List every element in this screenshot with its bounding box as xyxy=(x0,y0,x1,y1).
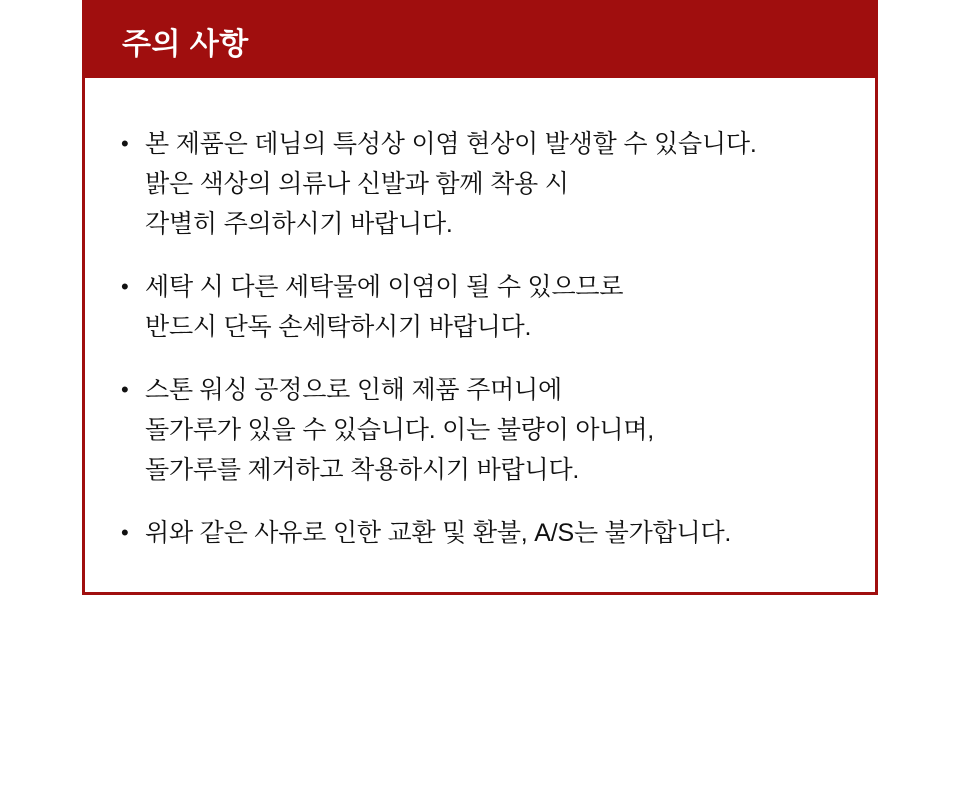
notice-item-no-refund xyxy=(119,513,845,553)
notice-line: 세탁 시 다른 세탁물에 이염이 될 수 있으므로 xyxy=(145,273,624,301)
notice-item-lines xyxy=(145,124,845,244)
notice-title: 주의 사항 xyxy=(122,27,249,61)
notice-item-dye-transfer xyxy=(119,124,845,244)
notice-line: 밝은 색상의 의류나 신발과 함께 착용 시 xyxy=(145,170,569,198)
bullet-icon: • xyxy=(121,520,129,545)
notice-line: 각별히 주의하시기 바랍니다. xyxy=(145,210,453,238)
notice-item-lines xyxy=(145,513,845,553)
bullet-icon: • xyxy=(121,131,129,156)
notice-item-washing xyxy=(119,267,845,347)
notice-item-lines xyxy=(145,267,845,347)
notice-box xyxy=(82,0,878,595)
notice-line: 반드시 단독 손세탁하시기 바랍니다. xyxy=(145,313,532,341)
notice-line: 본 제품은 데님의 특성상 이염 현상이 발생할 수 있습니다. xyxy=(145,130,757,158)
notice-line: 위와 같은 사유로 인한 교환 및 환불, A/S는 불가합니다. xyxy=(145,519,732,547)
notice-item-stone-washing xyxy=(119,370,845,490)
bullet-icon: • xyxy=(121,377,129,402)
notice-header xyxy=(85,3,875,78)
notice-item-lines xyxy=(145,370,845,490)
notice-line: 스톤 워싱 공정으로 인해 제품 주머니에 xyxy=(145,376,562,404)
notice-line: 돌가루를 제거하고 착용하시기 바랍니다. xyxy=(145,456,580,484)
notice-list xyxy=(119,124,845,553)
notice-body xyxy=(85,78,875,553)
notice-line: 돌가루가 있을 수 있습니다. 이는 불량이 아니며, xyxy=(145,416,655,444)
bullet-icon: • xyxy=(121,274,129,299)
